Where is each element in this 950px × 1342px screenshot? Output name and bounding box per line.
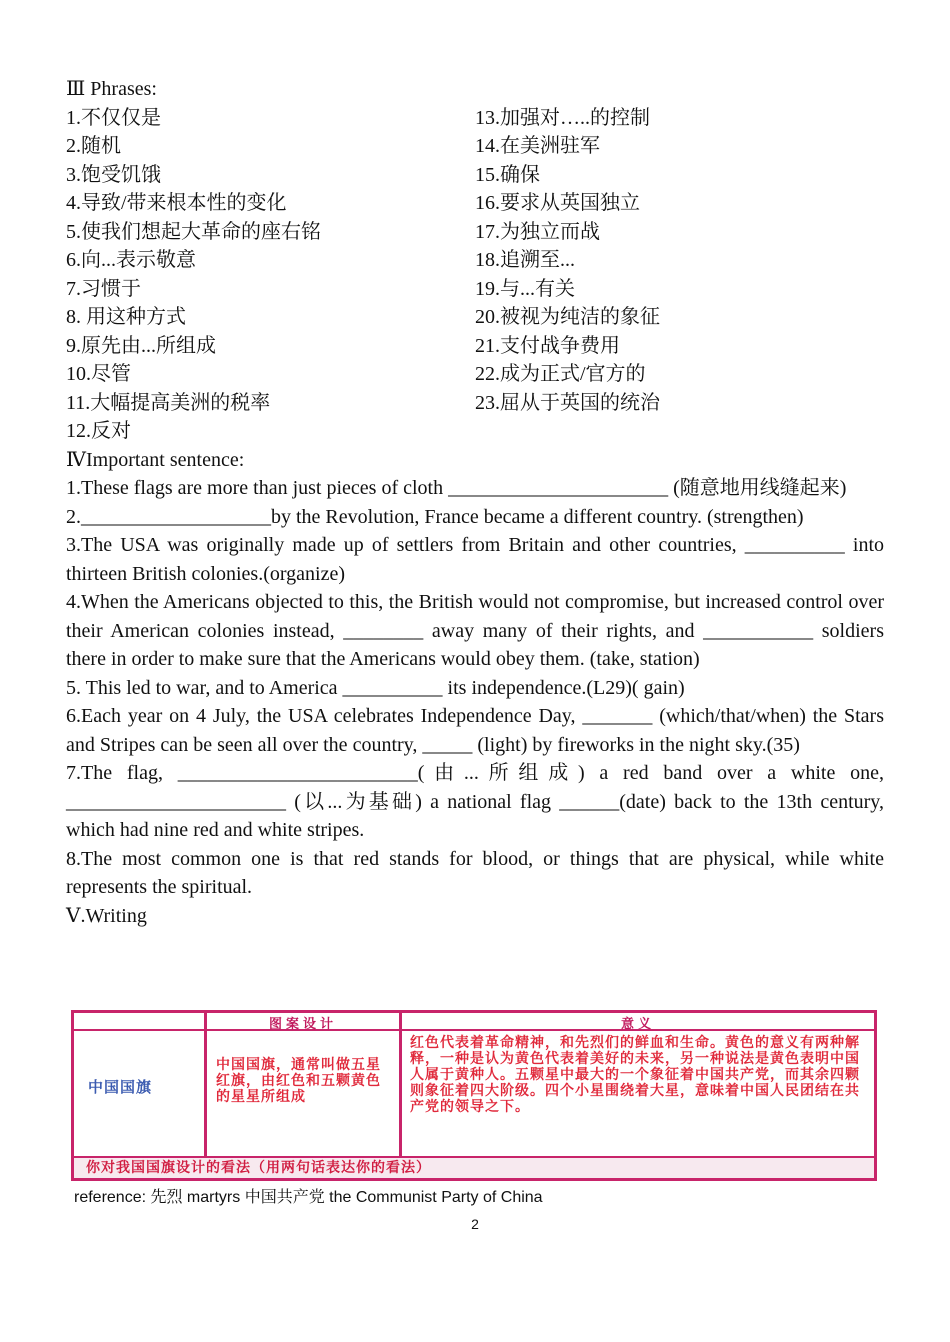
writing-prompt: 你对我国国旗设计的看法（用两句话表达你的看法）: [74, 1156, 874, 1178]
sentence-3: 3.The USA was originally made up of settlers from Britain and other countries, __________ into thirteen British colonies.(organize): [66, 534, 884, 585]
phrase-item: 14.在美洲驻军: [475, 135, 600, 157]
phrase-item: 3.饱受饥饿: [66, 163, 161, 186]
phrase-item: 7.习惯于: [66, 277, 141, 300]
phrase-item: 16.要求从英国独立: [475, 192, 640, 214]
sentence-2: 2.___________________by the Revolution, France became a different country. (strengthen): [66, 505, 804, 528]
sentence-7: 7.The flag, ________________________(由...所组成) a red band over a white one, ______________________ (以...为基础) a national flag ______(date) back to the 13th century, which had nine red and white stripes.: [66, 762, 884, 841]
phrase-item: 18.追溯至...: [475, 249, 575, 271]
table-divider: [204, 1013, 207, 1158]
phrase-item: 9.原先由...所组成: [66, 334, 216, 357]
sentence-8: 8.The most common one is that red stands for blood, or things that are physical, while white represents the spiritual.: [66, 847, 884, 898]
sentence-1: 1.These flags are more than just pieces of cloth ______________________ (随意地用线缝起来): [66, 477, 847, 499]
phrases-heading: Ⅲ Phrases:: [66, 78, 157, 100]
worksheet-page: [66, 75, 884, 930]
writing-heading: Ⅴ.Writing: [66, 904, 147, 927]
phrase-item: 19.与...有关: [475, 277, 575, 300]
phrase-item: 5.使我们想起大革命的座右铭: [66, 220, 321, 243]
phrases-list: [66, 104, 884, 446]
table-meaning-cell: 红色代表着革命精神，和先烈们的鲜血和生命。黄色的意义有两种解释，一种是认为黄色代表着美好的未来，另一种说法是黄色表明中国人属于黄种人。五颗星中最大的一个象征着中国共产党，而其余四颗则象征着四大阶级。四个小星围绕着大星，意味着中国人民团结在共产党的领导之下。: [410, 1035, 860, 1115]
table-header-design: 图案设计: [207, 1013, 399, 1031]
phrase-item: 11.大幅提高美洲的税率: [66, 391, 271, 414]
table-row-label: 中国国旗: [88, 1078, 153, 1096]
phrase-item: 23.屈从于英国的统治: [475, 391, 660, 414]
phrase-item: 15.确保: [475, 163, 540, 186]
phrase-item: 2.随机: [66, 135, 121, 157]
table-design-cell: 中国国旗，通常叫做五星红旗，由红色和五颗黄色的星星所组成: [216, 1057, 381, 1105]
table-header-meaning: 意义: [402, 1013, 874, 1031]
phrases-left-column: [66, 104, 475, 446]
flag-design-table: [74, 1013, 874, 1178]
phrase-item: 21.支付战争费用: [475, 334, 620, 357]
sentence-5: 5. This led to war, and to America __________ its independence.(L29)( gain): [66, 676, 685, 699]
phrase-item: 6.向...表示敬意: [66, 249, 196, 271]
phrase-item: 13.加强对…..的控制: [475, 106, 650, 129]
table-divider: [399, 1013, 402, 1158]
table-header-blank: [74, 1013, 204, 1031]
sentence-4: 4.When the Americans objected to this, the British would not compromise, but increased control over their American colonies instead, ________ away many of their rights, and ___________ soldiers there in order to make sure that the Americans would obey them. (take, station): [66, 591, 884, 670]
reference-note: reference: 先烈 martyrs 中国共产党 the Communist Party of China: [74, 1189, 543, 1206]
phrase-item: 22.成为正式/官方的: [475, 363, 646, 385]
phrase-item: 10.尽管: [66, 363, 131, 385]
page-number: 2: [471, 1216, 479, 1232]
flag-design-table-image: [71, 1010, 877, 1181]
phrase-item: 12.反对: [66, 420, 131, 442]
sentence-6: 6.Each year on 4 July, the USA celebrates Independence Day, _______ (which/that/when) the Stars and Stripes can be seen all over the country, _____ (light) by fireworks in the night sky.(35): [66, 705, 884, 756]
phrases-right-column: [475, 104, 884, 446]
phrase-item: 4.导致/带来根本性的变化: [66, 192, 287, 214]
phrase-item: 8. 用这种方式: [66, 306, 186, 328]
phrase-item: 17.为独立而战: [475, 220, 600, 243]
phrase-item: 1.不仅仅是: [66, 106, 161, 129]
phrase-item: 20.被视为纯洁的象征: [475, 306, 660, 328]
sentences-heading: ⅣImportant sentence:: [66, 448, 245, 471]
